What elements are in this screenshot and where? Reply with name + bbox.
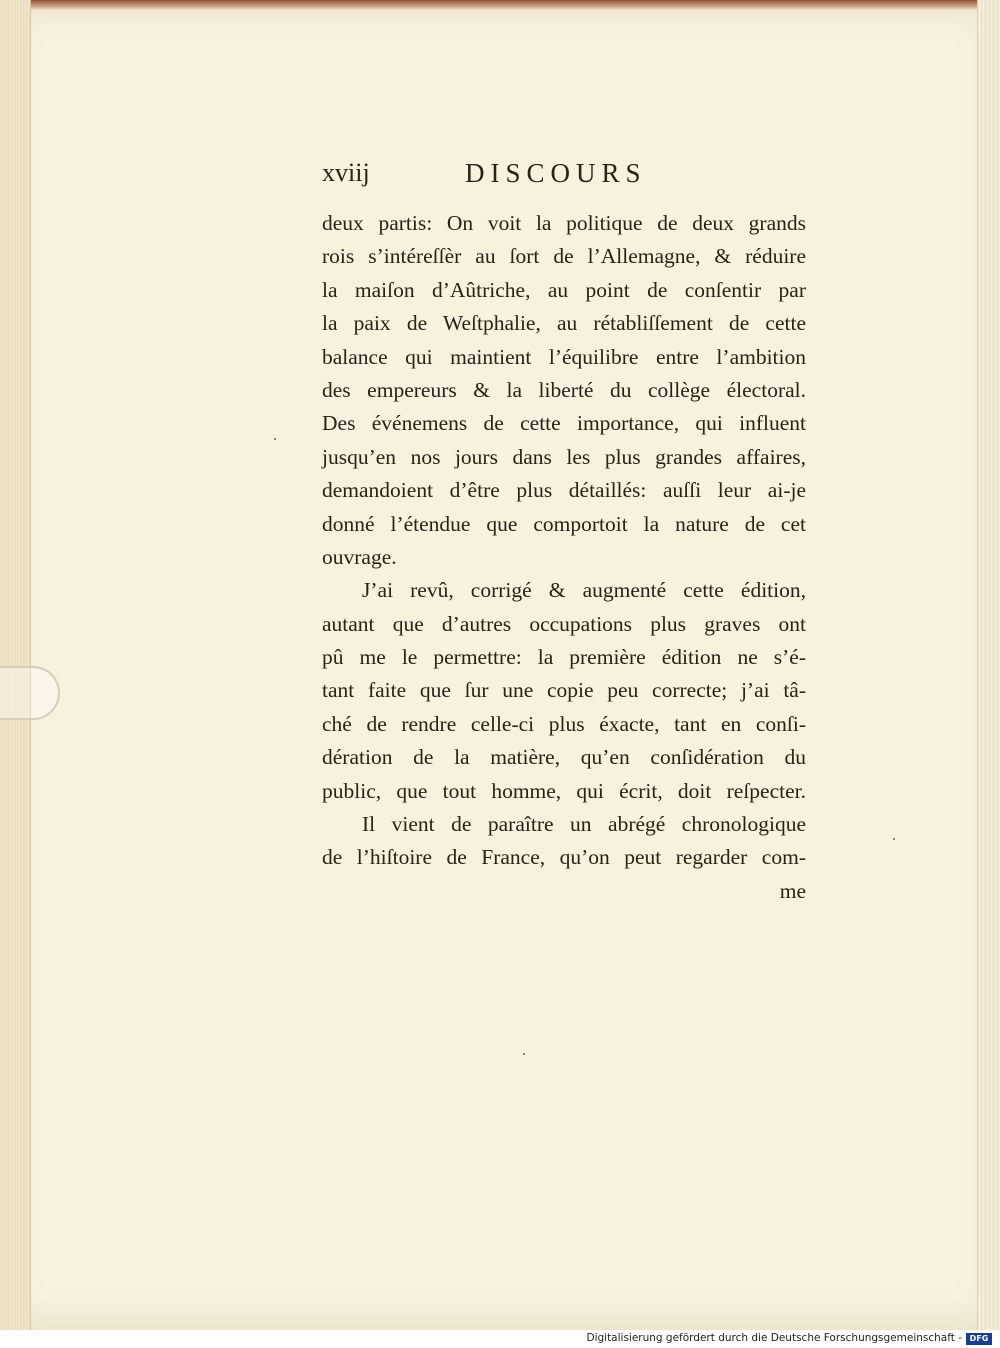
text-line: public, que tout homme, qui écrit, doit reſpecter. — [322, 778, 806, 803]
paper-speck — [523, 1053, 525, 1055]
catchword: me — [779, 878, 806, 903]
dfg-logo: DFG — [966, 1333, 992, 1345]
page-top-edge — [0, 0, 1000, 10]
paper-speck — [274, 438, 276, 440]
funding-attribution: Digitalisierung gefördert durch die Deutsche Forschungsgemeinschaft - — [586, 1332, 962, 1344]
text-line: demandoient d’être plus détaillés: auſſi leur ai-je — [322, 478, 806, 503]
text-line: Des événemens de cette importance, qui influent — [322, 411, 806, 436]
text-line: autant que d’autres occupations plus graves ont — [322, 611, 806, 636]
text-line: des empereurs & la liberté du collège électoral. — [322, 377, 806, 402]
text-line: deux partis: On voit la politique de deux grands — [322, 211, 806, 235]
paper-speck — [893, 838, 895, 840]
page-header — [322, 150, 806, 200]
digitization-footer — [0, 1330, 1000, 1348]
text-line: de l’hiſtoire de France, qu’on peut regarder com- — [322, 845, 806, 870]
text-line: ouvrage. — [322, 544, 397, 569]
page-right-edge — [977, 0, 1000, 1330]
text-line: Il vient de paraître un abrégé chronologique — [362, 812, 806, 837]
text-line: la maiſon d’Aûtriche, au point de conſentir par — [322, 277, 806, 302]
text-line: jusqu’en nos jours dans les plus grandes affaires, — [322, 444, 806, 469]
text-line: tant faite que ſur une copie peu correcte; j’ai tâ- — [322, 678, 806, 703]
page-number: xviij — [322, 158, 370, 187]
page-stack-edge — [0, 0, 31, 1330]
bookmark-tab — [0, 666, 60, 720]
body-text — [322, 207, 806, 908]
text-line: la paix de Weſtphalie, au rétabliſſement de cette — [322, 311, 806, 336]
running-title: DISCOURS — [465, 158, 647, 188]
text-line: J’ai revû, corrigé & augmenté cette édition, — [362, 578, 806, 603]
text-line: ché de rendre celle-ci plus éxacte, tant en conſi- — [322, 711, 806, 736]
text-line: pû me le permettre: la première édition ne s’é- — [322, 645, 806, 670]
text-line: rois s’intéreſſèr au ſort de l’Allemagne, & réduire — [322, 244, 806, 269]
text-line: donné l’étendue que comportoit la nature de cet — [322, 511, 806, 536]
text-line: balance qui maintient l’équilibre entre l’ambition — [322, 344, 806, 369]
text-line: dération de la matière, qu’en conſidération du — [322, 745, 806, 770]
